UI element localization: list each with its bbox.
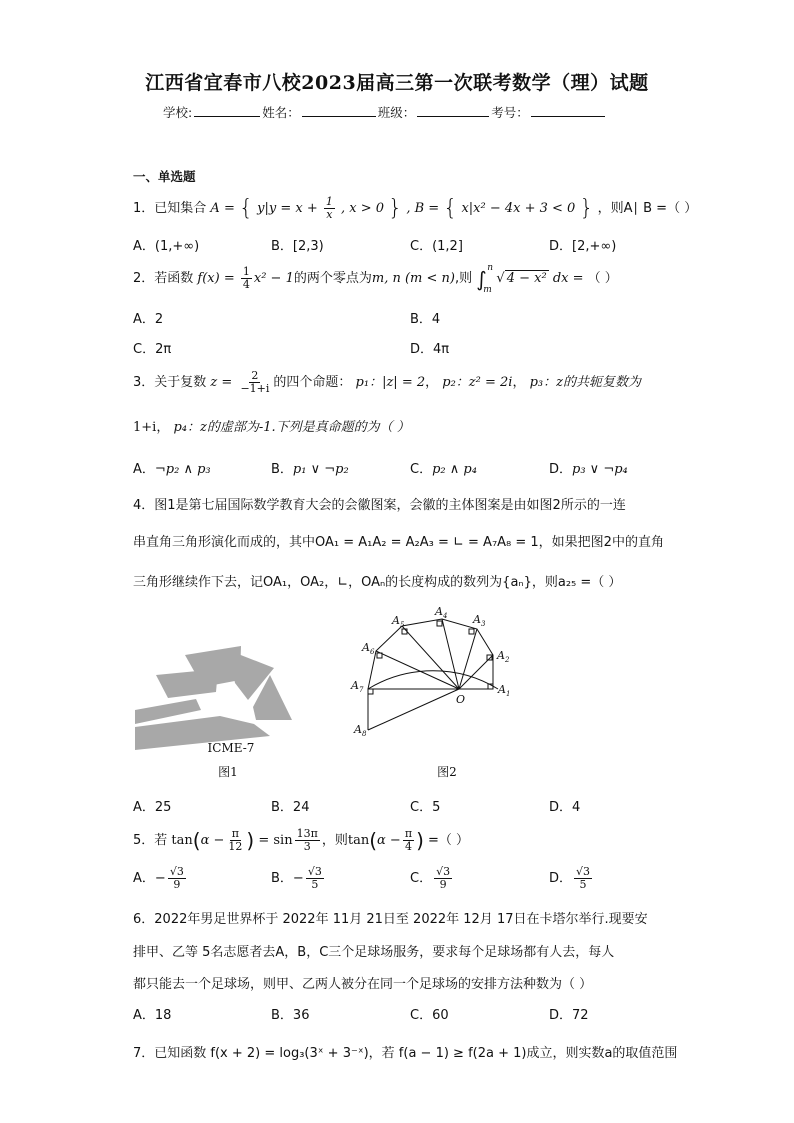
q1-frac-den: x: [326, 208, 333, 221]
class-label: 班级：: [377, 105, 416, 120]
school-label: 学校:: [163, 105, 193, 120]
q2-frac-den: 4: [242, 278, 250, 291]
q2-integral: [476, 262, 494, 295]
q2-fraction: [241, 266, 252, 291]
q1-prefix: 1．已知集合: [133, 201, 207, 216]
school-field[interactable]: [194, 104, 260, 117]
question-2-stem: [133, 262, 618, 295]
q2-suffix: （ ）: [587, 271, 618, 286]
q5-option-c[interactable]: C． $\frac{√3}{9}$: [410, 865, 451, 891]
section-title: 一、单选题: [133, 169, 196, 184]
q3-frac-den: −1+i: [240, 382, 270, 395]
sqrt-icon: √: [496, 271, 505, 286]
q2-option-a[interactable]: A．2: [133, 312, 164, 327]
right-angle-mark-icon: [437, 621, 442, 626]
q3-z-eq: z =: [210, 375, 233, 390]
question-5-stem: [133, 828, 469, 853]
right-angle-mark-icon: [368, 689, 373, 694]
point-label-a1: $A_1$: [498, 683, 511, 698]
q5-option-a[interactable]: A．− $\frac{√3}{9}$: [133, 865, 184, 891]
q6-option-c[interactable]: C．60: [410, 1008, 449, 1023]
q3-rest: 的四个命题：: [273, 375, 352, 390]
q5-paren-close: ): [246, 828, 255, 853]
q1-option-d[interactable]: D．[2,+∞): [549, 239, 617, 254]
fig1-caption: ICME-7: [207, 741, 255, 755]
q2-option-c[interactable]: C．2π: [133, 342, 172, 357]
q5-option-d[interactable]: D． $\frac{√3}{5}$: [549, 865, 591, 891]
q3-option-b[interactable]: B．p₁ ∨ ¬p₂: [271, 462, 349, 477]
question-7-line-1: 7．已知函数 f(x + 2) = log₃(3ˣ + 3⁻ˣ)，若 f(a − 1) ≥ f(2a + 1)成立，则实数a的取值范围: [133, 1046, 678, 1061]
q5-alpha1: α −: [200, 833, 225, 848]
right-angle-mark-icon: [469, 629, 474, 634]
q1-option-a[interactable]: A．(1,+∞): [133, 239, 200, 254]
q6-option-d[interactable]: D．72: [549, 1008, 589, 1023]
q5-tan1: tan: [171, 833, 193, 848]
question-4-line-1: 4．图1是第七届国际数学教育大会的会徽图案，会徽的主体图案是由如图2所示的一连: [133, 498, 626, 513]
q1-option-c[interactable]: C．(1,2]: [410, 239, 463, 254]
q5-frac2: [295, 828, 320, 853]
fig1-label: 图1: [218, 765, 238, 779]
q6-option-a[interactable]: A．18: [133, 1008, 172, 1023]
q2-then: ,则: [454, 271, 473, 286]
point-label-a2: $A_2$: [497, 649, 510, 664]
student-info-line: [163, 103, 607, 121]
q2-option-d[interactable]: D．4π: [410, 342, 450, 357]
question-6-line-3: 都只能去一个足球场，则甲、乙两人被分在同一个足球场的安排方法种数为（ ）: [133, 977, 593, 992]
q3-option-a[interactable]: A．¬p₂ ∧ p₃: [133, 462, 211, 477]
q1-set-b-cond: x|x² − 4x + 3 < 0: [461, 201, 576, 216]
class-field[interactable]: [417, 104, 489, 117]
q1-suffix: ，则A∣ B =（ ）: [597, 201, 698, 216]
point-label-a5: $A_5$: [392, 614, 405, 629]
q2-frac-num: 1: [242, 265, 250, 278]
fig2-segment: [442, 619, 459, 689]
fig2-segment: [376, 651, 459, 689]
q3-frac-num: 2: [251, 369, 259, 382]
point-label-a8: $A_8$: [354, 723, 367, 738]
q3-p2: p₂：z² = 2i: [442, 375, 513, 390]
question-3-line-1: 3．关于复数 z = $\frac{2}{-1+i}$ 的四个命题： p₁：|z| = 2， p₂：z² = 2i， p₃：z的共轭复数为: [133, 369, 641, 395]
q5-suffix: =（ ）: [428, 833, 470, 848]
q1-brace-open-b: {: [443, 196, 458, 221]
name-field[interactable]: [302, 104, 376, 117]
q5-frac1-den: 12: [228, 840, 243, 853]
q5-then: ，则: [321, 833, 348, 848]
q2-fx: f(x) =: [197, 271, 235, 286]
q2-lower: m: [483, 284, 492, 295]
question-4-line-2: 串直角三角形演化而成的，其中OA₁ = A₁A₂ = A₂A₃ = ∟ = A₇A₈ = 1，如果把图2中的直角: [133, 535, 664, 550]
q5-frac1: [226, 828, 244, 853]
q5-prefix: 5．若: [133, 833, 168, 848]
q3-prefix: 3．关于复数: [133, 375, 207, 390]
question-4-line-3: 三角形继续作下去，记OA₁，OA₂，∟，OAₙ的长度构成的数列为{aₙ}，则a₂₅ =（ ）: [133, 575, 622, 590]
q5-frac2-den: 3: [303, 840, 311, 853]
name-label: 姓名：: [262, 105, 300, 120]
q1-set-a-cond: y|y = x +: [257, 201, 318, 216]
q5-paren-close-2: ): [416, 828, 424, 853]
q4-option-d[interactable]: D．4: [549, 800, 581, 815]
q3-p1: p₁：|z| = 2: [355, 375, 426, 390]
q2-integrand: 4 − x²: [506, 271, 547, 286]
point-label-a3: $A_3$: [473, 613, 486, 628]
q5-frac2-num: 13π: [296, 827, 318, 840]
q2-mn: m, n (m < n): [371, 271, 455, 286]
fig2-label: 图2: [437, 765, 457, 779]
q3-p4: p₄：z的虚部为-1.下列是真命题的为（ ）: [173, 420, 410, 435]
point-label-a7: $A_7$: [351, 679, 364, 694]
right-angle-mark-icon: [487, 655, 492, 660]
q3-fraction: [238, 370, 271, 395]
q3-line2-pre: 1+i: [133, 420, 157, 435]
q1-set-b: , B =: [406, 201, 440, 216]
page-title: 江西省宜春市八校2023届高三第一次联考数学（理）试题: [145, 72, 649, 94]
figure-2: [345, 605, 525, 785]
q6-option-b[interactable]: B．36: [271, 1008, 310, 1023]
integral-sign-icon: ∫: [476, 266, 487, 291]
q5-frac3-num: π: [404, 827, 413, 840]
q5-eq-sin: = sin: [258, 833, 293, 848]
question-6-line-2: 排甲、乙等 5名志愿者去A，B，C三个足球场服务，要求每个足球场都有人去，每人: [133, 945, 615, 960]
q4-option-a[interactable]: A．25: [133, 800, 172, 815]
q5-option-b[interactable]: B．− $\frac{√3}{5}$: [271, 865, 322, 891]
q5-paren-open: (: [192, 828, 201, 853]
q1-brace-open: {: [238, 196, 253, 221]
q3-p3: p₃：z的共轭复数为: [529, 375, 641, 390]
q1-brace-close: }: [388, 196, 403, 221]
q2-tail: x² − 1: [253, 271, 294, 286]
fig2-arc: [368, 671, 498, 689]
fig2-segment: [368, 689, 459, 730]
question-1-stem: [133, 196, 697, 221]
q1-option-b[interactable]: B．[2,3): [271, 239, 324, 254]
q5-tan2: tan: [347, 833, 370, 848]
q5-alpha2: α −: [377, 833, 401, 848]
q5-paren-open-2: (: [369, 828, 378, 853]
fig2-segment: [402, 626, 459, 689]
q2-upper: n: [487, 262, 494, 273]
q5-frac3-den: 4: [404, 840, 412, 853]
exam-no-label: 考号：: [491, 105, 529, 120]
fig2-outer-path: [368, 619, 493, 730]
point-label-a4: $A_4$: [435, 605, 448, 620]
q1-set-a-cond-post: , x > 0: [341, 201, 385, 216]
q4-option-c[interactable]: C．5: [410, 800, 441, 815]
q2-option-b[interactable]: B．4: [410, 312, 441, 327]
q3-option-d[interactable]: D．p₃ ∨ ¬p₄: [549, 462, 628, 477]
point-label-a6: $A_6$: [362, 641, 375, 656]
question-6-line-1: 6．2022年男足世界杯于 2022年 11月 21日至 2022年 12月 17日在卡塔尔举行.现要安: [133, 912, 648, 927]
q2-dx: dx =: [552, 271, 584, 286]
q2-prefix: 2．若函数: [133, 271, 194, 286]
q4-option-b[interactable]: B．24: [271, 800, 310, 815]
exam-no-field[interactable]: [531, 104, 605, 117]
q1-set-a-lhs: A =: [210, 201, 235, 216]
q2-mid: 的两个零点为: [293, 271, 372, 286]
figure-1: [128, 640, 308, 785]
point-label-o: O: [456, 693, 466, 706]
q1-brace-close-b: }: [579, 196, 594, 221]
q5-frac3: [403, 828, 414, 853]
q1-frac-num: 1: [325, 195, 333, 208]
right-angle-mark-icon: [402, 629, 407, 634]
question-3-line-2: 1+i， p₄：z的虚部为-1.下列是真命题的为（ ）: [133, 420, 410, 435]
q5-frac1-num: π: [231, 827, 240, 840]
icme-logo-icon: [135, 646, 292, 750]
q3-option-c[interactable]: C．p₂ ∧ p₄: [410, 462, 477, 477]
q1-fraction: [324, 196, 335, 221]
